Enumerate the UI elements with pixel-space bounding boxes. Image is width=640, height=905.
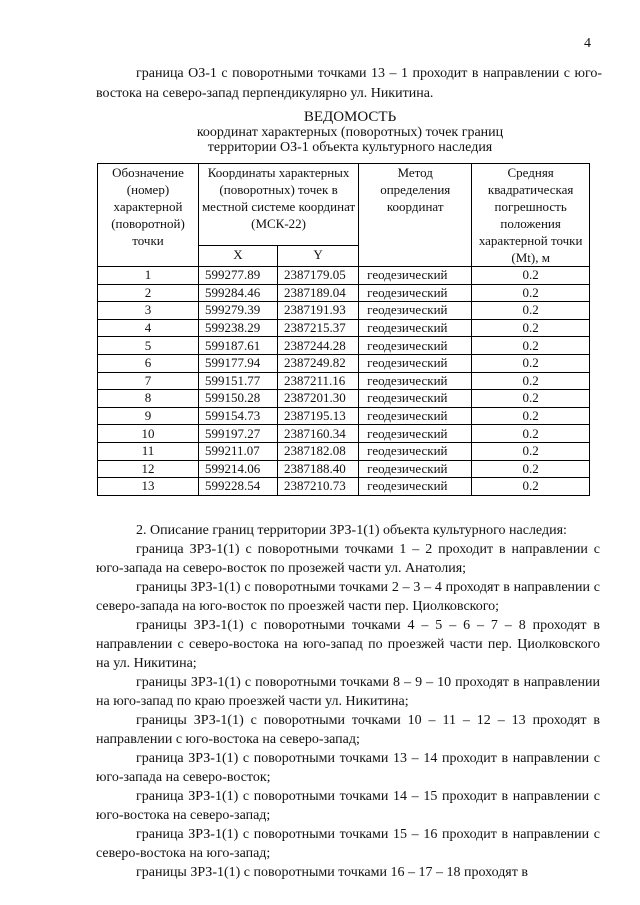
cell-point-number: 13 — [98, 478, 199, 496]
table-row — [98, 407, 590, 425]
coordinates-table — [97, 163, 590, 496]
cell-method: геодезический — [359, 302, 472, 320]
cell-error: 0.2 — [472, 354, 590, 372]
table-row — [98, 478, 590, 496]
cell-point-number: 10 — [98, 425, 199, 443]
body-paragraph: границы ЗРЗ-1(1) с поворотными точками 8 – 9 – 10 проходят в направлении на юго-запад по краю проезжей части ул. Никитина; — [96, 675, 600, 709]
table-row — [98, 354, 590, 372]
table-row — [98, 442, 590, 460]
table-row — [98, 319, 590, 337]
table-row — [98, 425, 590, 443]
cell-method: геодезический — [359, 267, 472, 285]
table-body — [98, 267, 590, 496]
cell-error: 0.2 — [472, 478, 590, 496]
cell-point-number: 12 — [98, 460, 199, 478]
body-paragraph: границы ЗРЗ-1(1) с поворотными точками 4 – 5 – 6 – 7 – 8 проходят в направлении с северо-востока на юго-запад по проезжей части пер. Циолковского на ул. Никитина; — [96, 618, 600, 671]
title-heading: ВЕДОМОСТЬ — [303, 109, 397, 125]
cell-error: 0.2 — [472, 442, 590, 460]
table-row — [98, 460, 590, 478]
cell-point-number: 9 — [98, 407, 199, 425]
cell-point-number: 7 — [98, 372, 199, 390]
cell-point-number: 11 — [98, 442, 199, 460]
cell-method: геодезический — [359, 337, 472, 355]
cell-method: геодезический — [359, 319, 472, 337]
cell-y: 2387210.73 — [277, 478, 358, 496]
cell-point-number: 6 — [98, 354, 199, 372]
page-number: 4 — [584, 36, 591, 51]
cell-x: 599197.27 — [198, 425, 277, 443]
cell-method: геодезический — [359, 284, 472, 302]
cell-point-number: 1 — [98, 267, 199, 285]
intro-paragraph: граница ОЗ-1 с поворотными точками 13 – 1 проходит в направлении с юго-востока на северо-запад перпендикулярно ул. Никитина. — [96, 66, 602, 101]
cell-x: 599277.89 — [198, 267, 277, 285]
cell-method: геодезический — [359, 478, 472, 496]
cell-x: 599214.06 — [198, 460, 277, 478]
cell-y: 2387201.30 — [277, 390, 358, 408]
title-line-1: координат характерных (поворотных) точек границ — [196, 125, 504, 140]
cell-error: 0.2 — [472, 407, 590, 425]
body-paragraph: граница ЗРЗ-1(1) с поворотными точками 15 – 16 проходит в направлении с северо-востока на юго-запад; — [96, 827, 600, 861]
table-row — [98, 284, 590, 302]
header-method: Метод определения координат — [359, 164, 472, 267]
body-paragraph: 2. Описание границ территории ЗРЗ-1(1) объекта культурного наследия: — [136, 523, 567, 538]
cell-x: 599187.61 — [198, 337, 277, 355]
cell-error: 0.2 — [472, 319, 590, 337]
cell-y: 2387249.82 — [277, 354, 358, 372]
cell-y: 2387244.28 — [277, 337, 358, 355]
header-y: Y — [277, 245, 358, 266]
cell-method: геодезический — [359, 354, 472, 372]
cell-x: 599228.54 — [198, 478, 277, 496]
cell-x: 599284.46 — [198, 284, 277, 302]
cell-x: 599279.39 — [198, 302, 277, 320]
header-error: Средняя квадратическая погрешность положения характерной точки (Mt), м — [472, 164, 590, 267]
cell-point-number: 2 — [98, 284, 199, 302]
cell-method: геодезический — [359, 460, 472, 478]
cell-x: 599177.94 — [198, 354, 277, 372]
cell-error: 0.2 — [472, 390, 590, 408]
header-point: Обозначение (номер) характерной (поворотной) точки — [98, 164, 199, 267]
cell-x: 599238.29 — [198, 319, 277, 337]
body-text — [96, 521, 600, 882]
header-x: X — [198, 245, 277, 266]
body-paragraph: границы ЗРЗ-1(1) с поворотными точками 16 – 17 – 18 проходят в — [136, 865, 528, 880]
cell-y: 2387191.93 — [277, 302, 358, 320]
cell-y: 2387188.40 — [277, 460, 358, 478]
table-row — [98, 337, 590, 355]
document-title — [150, 110, 550, 155]
cell-error: 0.2 — [472, 372, 590, 390]
header-coords: Координаты характерных (поворотных) точек в местной системе координат (МСК-22) — [198, 164, 358, 246]
cell-method: геодезический — [359, 407, 472, 425]
cell-error: 0.2 — [472, 267, 590, 285]
cell-error: 0.2 — [472, 337, 590, 355]
cell-error: 0.2 — [472, 425, 590, 443]
title-line-2: территории ОЗ-1 объекта культурного наследия — [207, 140, 493, 155]
table-row — [98, 302, 590, 320]
cell-method: геодезический — [359, 442, 472, 460]
table-row — [98, 267, 590, 285]
cell-method: геодезический — [359, 372, 472, 390]
table-row — [98, 390, 590, 408]
cell-y: 2387215.37 — [277, 319, 358, 337]
cell-error: 0.2 — [472, 284, 590, 302]
cell-error: 0.2 — [472, 302, 590, 320]
table-row — [98, 372, 590, 390]
cell-x: 599151.77 — [198, 372, 277, 390]
cell-method: геодезический — [359, 425, 472, 443]
cell-y: 2387182.08 — [277, 442, 358, 460]
body-paragraph: граница ЗРЗ-1(1) с поворотными точками 14 – 15 проходит в направлении с юго-востока на северо-запад; — [96, 789, 600, 823]
cell-y: 2387179.05 — [277, 267, 358, 285]
cell-y: 2387160.34 — [277, 425, 358, 443]
cell-point-number: 8 — [98, 390, 199, 408]
body-paragraph: границы ЗРЗ-1(1) с поворотными точками 10 – 11 – 12 – 13 проходят в направлении с юго-востока на северо-запад; — [96, 713, 600, 747]
cell-x: 599150.28 — [198, 390, 277, 408]
cell-y: 2387195.13 — [277, 407, 358, 425]
cell-point-number: 4 — [98, 319, 199, 337]
cell-method: геодезический — [359, 390, 472, 408]
cell-y: 2387189.04 — [277, 284, 358, 302]
body-paragraph: границы ЗРЗ-1(1) с поворотными точками 2 – 3 – 4 проходят в направлении с северо-запада на юго-восток по проезжей части пер. Циолковского; — [96, 580, 600, 614]
cell-y: 2387211.16 — [277, 372, 358, 390]
cell-x: 599154.73 — [198, 407, 277, 425]
cell-error: 0.2 — [472, 460, 590, 478]
body-paragraph: граница ЗРЗ-1(1) с поворотными точками 13 – 14 проходит в направлении с юго-запада на северо-восток; — [96, 751, 600, 785]
cell-point-number: 3 — [98, 302, 199, 320]
cell-point-number: 5 — [98, 337, 199, 355]
cell-x: 599211.07 — [198, 442, 277, 460]
body-paragraph: граница ЗРЗ-1(1) с поворотными точками 1 – 2 проходит в направлении с юго-запада на северо-восток по прозежей части ул. Анатолия; — [96, 542, 600, 576]
